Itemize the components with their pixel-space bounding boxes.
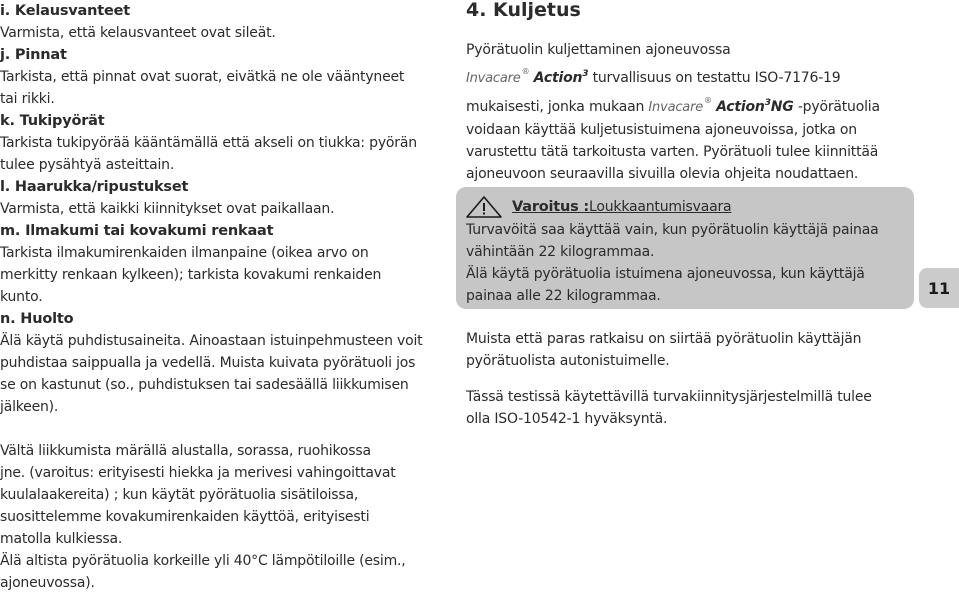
usage-paragraph: kuulalaakereita) ; kun käytät pyörätuolia sisätiloissa, <box>0 487 359 503</box>
warning-text: Älä käytä pyörätuolia istuimena ajoneuvossa, kun käyttäjä <box>466 266 865 282</box>
usage-paragraph: matolla kulkiessa. <box>0 531 123 547</box>
registered-mark: ® <box>704 96 712 105</box>
warning-label-strong: Varoitus : <box>512 199 590 215</box>
usage-paragraph: ajoneuvossa). <box>0 575 95 591</box>
warning-text: Turvavöitä saa käyttää vain, kun pyörätuolin käyttäjä painaa <box>466 222 879 238</box>
iso-paragraph: Tässä testissä käytettävillä turvakiinnitysjärjestelmillä tulee <box>466 389 872 405</box>
section-l-heading: l. Haarukka/ripustukset <box>0 179 189 195</box>
section-l-text: Varmista, että kaikki kiinnitykset ovat paikallaan. <box>0 201 335 217</box>
section-j-text: tai rikki. <box>0 91 55 107</box>
section-n-text: puhdistaa saippualla ja vedellä. Muista kuivata pyörätuoli jos <box>0 355 416 371</box>
brand-name: Invacare <box>648 100 704 115</box>
intro-line <box>466 61 918 90</box>
section-k-heading: k. Tukipyörät <box>0 113 105 129</box>
usage-paragraph: jne. (varoitus: erityisesti hiekka ja merivesi vahingoittavat <box>0 465 396 481</box>
right-column <box>466 0 918 185</box>
section-i-text: Varmista, että kelausvanteet ovat sileät. <box>0 25 276 41</box>
registered-mark: ® <box>521 67 530 76</box>
iso-paragraph: olla ISO-10542-1 hyväksyntä. <box>466 411 668 427</box>
model-name: Action <box>716 99 765 115</box>
intro-text: turvallisuus on testattu ISO-7176-19 <box>592 70 841 86</box>
usage-paragraph: Älä altista pyörätuolia korkeille yli 40°C lämpötiloille (esim., <box>0 553 406 569</box>
section-n-text: Älä käytä puhdistusaineita. Ainoastaan istuinpehmusteen voit <box>0 333 423 349</box>
warning-label: Loukkaantumisvaara <box>589 199 732 215</box>
section-i-heading: i. Kelausvanteet <box>0 3 130 19</box>
intro-line: varustettu tätä tarkoitusta varten. Pyörätuoli tulee kiinnittää <box>466 144 879 160</box>
transfer-paragraph: Muista että paras ratkaisu on siirtää pyörätuolin käyttäjän <box>466 331 862 347</box>
usage-paragraph: Vältä liikkumista märällä alustalla, sorassa, ruohikossa <box>0 443 371 459</box>
warning-box <box>456 187 914 309</box>
model-suffix: NG <box>770 99 794 115</box>
brand-name: Invacare <box>466 71 521 86</box>
section-n-text: jälkeen). <box>0 399 59 415</box>
intro-text: mukaisesti, jonka mukaan <box>466 99 645 115</box>
section-k-text: Tarkista tukipyörää kääntämällä että akseli on tiukka: pyörän <box>0 135 417 151</box>
section-n-heading: n. Huolto <box>0 311 74 327</box>
model-superscript: 3 <box>764 98 771 108</box>
section-m-text: Tarkista ilmakumirenkaiden ilmanpaine (oikea arvo on <box>0 245 369 261</box>
warning-triangle-icon <box>466 196 502 218</box>
intro-line: ajoneuvoon seuraavilla sivuilla olevia ohjeita noudattaen. <box>466 166 859 182</box>
section-n-text: se on kastunut (so., puhdistuksen tai sadesäällä liikkumisen <box>0 377 409 393</box>
section-j-heading: j. Pinnat <box>0 47 67 63</box>
section-m-heading: m. Ilmakumi tai kovakumi renkaat <box>0 223 274 239</box>
model-superscript: 3 <box>582 69 589 79</box>
usage-paragraph: suosittelemme kovakumirenkaiden käyttöä, erityisesti <box>0 509 370 525</box>
section-title: 4. Kuljetus <box>466 0 581 21</box>
intro-line <box>466 90 918 119</box>
warning-text: vähintään 22 kilogrammaa. <box>466 244 655 260</box>
intro-line: voidaan käyttää kuljetusistuimena ajoneuvoissa, jotka on <box>466 122 857 138</box>
transfer-paragraph: pyörätuolista autonistuimelle. <box>466 353 670 369</box>
warning-title <box>466 195 879 219</box>
page-number: 11 <box>927 278 951 298</box>
intro-text: -pyörätuolia <box>797 99 880 115</box>
section-k-text: tulee pysähtyä asteittain. <box>0 157 175 173</box>
section-m-text: kunto. <box>0 289 43 305</box>
section-m-text: merkitty renkaan kylkeen); tarkista kovakumi renkaiden <box>0 267 382 283</box>
right-lower-column <box>466 328 918 430</box>
section-j-text: Tarkista, että pinnat ovat suorat, eivätkä ne ole vääntyneet <box>0 69 405 85</box>
warning-text: painaa alle 22 kilogrammaa. <box>466 288 661 304</box>
page-number-tab <box>919 268 959 308</box>
model-name: Action <box>533 70 583 86</box>
left-column <box>0 0 440 594</box>
intro-line: Pyörätuolin kuljettaminen ajoneuvossa <box>466 42 731 58</box>
